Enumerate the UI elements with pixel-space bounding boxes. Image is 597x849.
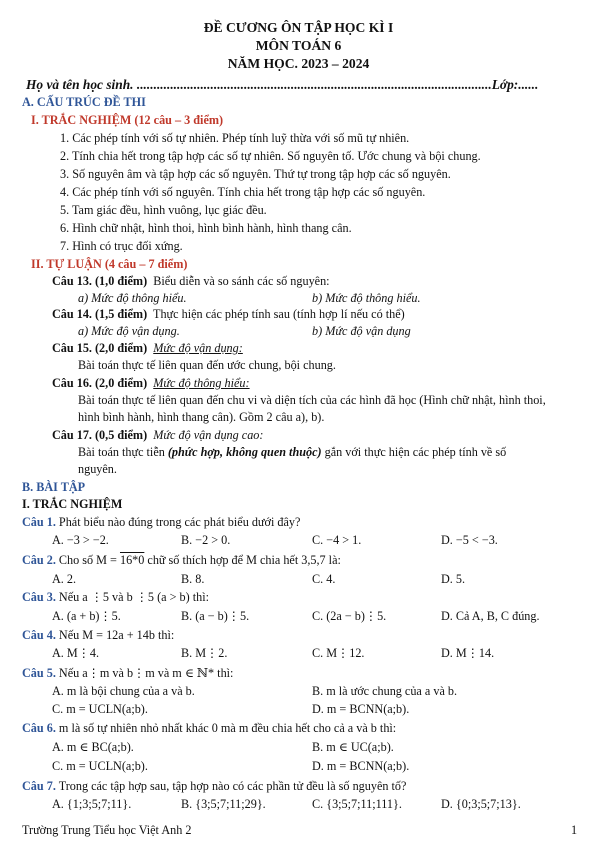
b-q1-c: C. −4 > 1. [312, 533, 362, 547]
b-q2-text-number: 16*0 [119, 553, 145, 567]
q13-a: a) Mức độ thông hiểu. [78, 291, 187, 305]
q14-b: b) Mức độ vận dụng [312, 324, 411, 338]
q14-a: a) Mức độ vận dụng. [78, 324, 180, 338]
b-q6-a: A. m ∈ BC(a;b). [52, 740, 134, 754]
footer-page-number: 1 [571, 823, 578, 837]
q14-line [52, 307, 405, 322]
b-q2-text-pre: Cho số M = [58, 553, 120, 567]
b-q6-text: m là số tự nhiên nhỏ nhất khác 0 mà m đều chia hết cho cả a và b thì: [58, 721, 397, 735]
b-q6-label: Câu 6. [22, 721, 56, 735]
q15-label: Câu 15. (2,0 điểm) [52, 341, 148, 355]
q13-line [52, 274, 330, 289]
b-q2-d: D. 5. [441, 572, 466, 586]
b-q3-label: Câu 3. [22, 590, 56, 604]
q15-text: Bài toán thực tế liên quan đến ước chung, bội chung. [78, 358, 336, 372]
b-q6-b: B. m ∈ UC(a;b). [312, 740, 394, 754]
b-q2-a: A. 2. [52, 572, 77, 586]
b-q1-a: A. −3 > −2. [52, 533, 109, 547]
b-q5-label: Câu 5. [22, 666, 56, 680]
b-q1 [22, 515, 300, 530]
part1-item: 3. Số nguyên âm và tập hợp các số nguyên. Thứ tự trong tập hợp các số nguyên. [60, 167, 451, 181]
doc-title: ĐỀ CƯƠNG ÔN TẬP HỌC KÌ I [203, 20, 394, 35]
part1-item: 6. Hình chữ nhật, hình thoi, hình bình hành, hình thang cân. [60, 221, 352, 235]
b-q2-text-post: chữ số thích hợp để M chia hết 3,5,7 là: [144, 553, 341, 567]
b-q7-d: D. {0;3;5;7;13}. [441, 797, 521, 811]
b-q3-d: D. Cả A, B, C đúng. [441, 609, 540, 623]
q14-label: Câu 14. (1,5 điểm) [52, 307, 148, 321]
b-q4-d: D. M⋮14. [441, 646, 495, 660]
q15-level: Mức độ vận dụng: [153, 341, 243, 355]
q17-line [52, 428, 263, 443]
b-q7-label: Câu 7. [22, 779, 56, 793]
b-q4 [22, 628, 174, 643]
b-q6-d: D. m = BCNN(a;b). [312, 759, 410, 773]
section-b-sub: I. TRẮC NGHIỆM [22, 497, 123, 511]
b-q2 [22, 553, 341, 568]
q16-level: Mức độ thông hiểu: [153, 376, 250, 390]
b-q6 [22, 721, 396, 736]
part1-item: 2. Tính chia hết trong tập hợp các số tự nhiên. Số nguyên tố. Ước chung và bội chung. [60, 149, 481, 163]
q17-text-post: gắn với thực hiện các phép tính về số [321, 445, 507, 459]
part1-item: 4. Các phép tính với số nguyên. Tính chia hết trong tập hợp các số nguyên. [60, 185, 426, 199]
b-q1-b: B. −2 > 0. [181, 533, 231, 547]
q16-label: Câu 16. (2,0 điểm) [52, 376, 148, 390]
b-q3-c: C. (2a − b)⋮5. [312, 609, 387, 623]
b-q4-c: C. M⋮12. [312, 646, 365, 660]
q16-text2: hình bình hành, hình thang cân). Gồm 2 câu a), b). [78, 410, 325, 424]
q16-text1: Bài toán thực tế liên quan đến chu vi và diện tích của các hình đã học (Hình chữ nhật, hình thoi, [78, 393, 546, 407]
b-q7-b: B. {3;5;7;11;29}. [181, 797, 266, 811]
b-q1-d: D. −5 < −3. [441, 533, 498, 547]
student-name-line: Họ và tên học sinh. ..........................................................................................................Lớp:...... [26, 77, 539, 92]
b-q7-text: Trong các tập hợp sau, tập hợp nào có các phần tử đều là số nguyên tố? [58, 779, 407, 793]
b-q2-label: Câu 2. [22, 553, 56, 567]
q17-text-em: (phức hợp, không quen thuộc) [167, 445, 322, 459]
b-q4-a: A. M⋮4. [52, 646, 100, 660]
q17-text2: nguyên. [78, 462, 117, 476]
b-q3 [22, 590, 209, 605]
doc-year: NĂM HỌC. 2023 – 2024 [227, 56, 370, 71]
section-b-heading: B. BÀI TẬP [22, 480, 86, 494]
part1-heading: I. TRẮC NGHIỆM (12 câu – 3 điểm) [31, 113, 224, 127]
part1-item: 1. Các phép tính với số tự nhiên. Phép tính luỹ thừa với số mũ tự nhiên. [60, 131, 410, 145]
q17-level: Mức độ vận dụng cao: [153, 428, 264, 442]
b-q3-b: B. (a − b)⋮5. [181, 609, 250, 623]
q16-line [52, 376, 250, 391]
b-q4-b: B. M⋮2. [181, 646, 228, 660]
footer-school: Trường Trung Tiểu học Việt Anh 2 [22, 823, 192, 837]
b-q5-a: A. m là bội chung của a và b. [52, 684, 195, 698]
part2-heading: II. TỰ LUẬN (4 câu – 7 điểm) [31, 257, 188, 271]
b-q3-a: A. (a + b)⋮5. [52, 609, 121, 623]
b-q7-c: C. {3;5;7;11;111}. [312, 797, 402, 811]
q13-b: b) Mức độ thông hiểu. [312, 291, 421, 305]
q17-text-pre: Bài toán thực tiễn [78, 445, 168, 459]
q17-label: Câu 17. (0,5 điểm) [52, 428, 148, 442]
q13-label: Câu 13. (1,0 điểm) [52, 274, 148, 288]
section-a-heading: A. CẤU TRÚC ĐỀ THI [22, 95, 146, 109]
doc-subject: MÔN TOÁN 6 [255, 38, 342, 53]
b-q4-label: Câu 4. [22, 628, 56, 642]
q14-text: Thực hiện các phép tính sau (tính hợp lí nếu có thể) [153, 307, 405, 321]
b-q1-label: Câu 1. [22, 515, 56, 529]
q17-text [78, 445, 506, 460]
b-q5-text: Nếu a⋮m và b⋮m và m ∈ ℕ* thì: [58, 666, 234, 680]
q13-text: Biểu diễn và so sánh các số nguyên: [153, 274, 330, 288]
b-q3-text: Nếu a ⋮5 và b ⋮5 (a > b) thì: [58, 590, 209, 604]
b-q2-b: B. 8. [181, 572, 205, 586]
b-q4-text: Nếu M = 12a + 14b thì: [58, 628, 175, 642]
part1-item: 5. Tam giác đều, hình vuông, lục giác đều. [60, 203, 267, 217]
b-q5 [22, 666, 233, 681]
b-q5-b: B. m là ước chung của a và b. [312, 684, 458, 698]
b-q1-text: Phát biểu nào đúng trong các phát biểu dưới đây? [58, 515, 301, 529]
b-q2-c: C. 4. [312, 572, 336, 586]
part1-item: 7. Hình có trục đối xứng. [60, 239, 183, 253]
q15-line [52, 341, 243, 356]
b-q6-c: C. m = UCLN(a;b). [52, 759, 148, 773]
b-q5-d: D. m = BCNN(a;b). [312, 702, 410, 716]
b-q7-a: A. {1;3;5;7;11}. [52, 797, 132, 811]
b-q5-c: C. m = UCLN(a;b). [52, 702, 148, 716]
b-q7 [22, 779, 406, 794]
